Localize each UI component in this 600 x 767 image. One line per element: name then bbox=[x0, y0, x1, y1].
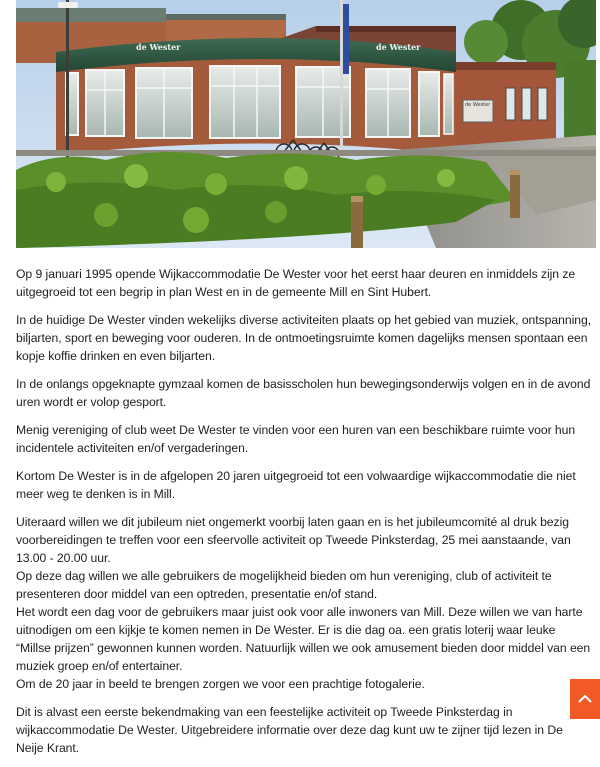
windows bbox=[66, 66, 453, 138]
paragraph: Het wordt een dag voor de gebruikers maar juist ook voor alle inwoners van Mill. Deze willen we van harte uitnodigen om een kijkje te komen nemen in De Wester. Er is die dag oa. een gratis loterij waar leuke “Millse prijzen” gewonnen kunnen worden. Natuurlijk willen we ook amusement bieden door middel van een muziek groep en/of entertainer. bbox=[16, 605, 591, 673]
door-sign: de Wester bbox=[465, 102, 491, 108]
chevron-up-icon bbox=[577, 693, 593, 705]
scroll-to-top-button[interactable] bbox=[570, 679, 600, 719]
paragraph: Uiteraard willen we dit jubileum niet ongemerkt voorbij laten gaan en is het jubileumcomité al druk bezig voorbereidingen te treffen voor een sfeervolle activiteit op Tweede Pinksterdag, 25 mei aanstaande, van 13.00 - 20.00 uur. bbox=[16, 515, 571, 565]
building-photo bbox=[16, 0, 596, 248]
article bbox=[16, 0, 596, 767]
paragraph: Op 9 januari 1995 opende Wijkaccommodatie De Wester voor het eerst haar deuren en inmiddels zijn ze uitgegroeid tot een begrip in plan West en in de gemeente Mill en Sint Hubert. bbox=[16, 267, 576, 299]
paragraph: Op deze dag willen we alle gebruikers de mogelijkheid bieden om hun vereniging, club of activiteit te presenteren door middel van een optreden, presentatie en/of stand. bbox=[16, 569, 552, 601]
paragraph: Menig vereniging of club weet De Wester te vinden voor een huren van een beschikbare ruimte voor hun incidentele activiteiten en/of vergaderingen. bbox=[16, 423, 576, 455]
paragraph: Dit is alvast een eerste bekendmaking van een feestelijke activiteit op Tweede Pinksterdag in wijkaccommodatie De Wester. Uitgebreidere informatie over deze dag kunt uw te zijner tijd lezen in De Neije Krant. bbox=[16, 705, 563, 755]
article-body bbox=[16, 265, 592, 757]
paragraph: In de huidige De Wester vinden wekelijks diverse activiteiten plaats op het gebied van muziek, ontspanning, biljarten, sport en beweging voor ouderen. In de ontmoetingsruimte komen dagelijks mensen spontaan een kopje koffie drinken en even biljarten. bbox=[16, 313, 592, 363]
paragraph: In de onlangs opgeknapte gymzaal komen de basisscholen hun bewegingsonderwijs volgen en in de avond uren wordt er volop gesport. bbox=[16, 377, 591, 409]
sign-left: de Wester bbox=[136, 42, 181, 52]
paragraph: Kortom De Wester is in de afgelopen 20 jaren uitgegroeid tot een volwaardige wijkaccommodatie die niet meer weg te denken is in Mill. bbox=[16, 469, 576, 501]
sign-right: de Wester bbox=[376, 42, 421, 52]
paragraph: Om de 20 jaar in beeld te brengen zorgen we voor een prachtige fotogalerie. bbox=[16, 677, 425, 691]
